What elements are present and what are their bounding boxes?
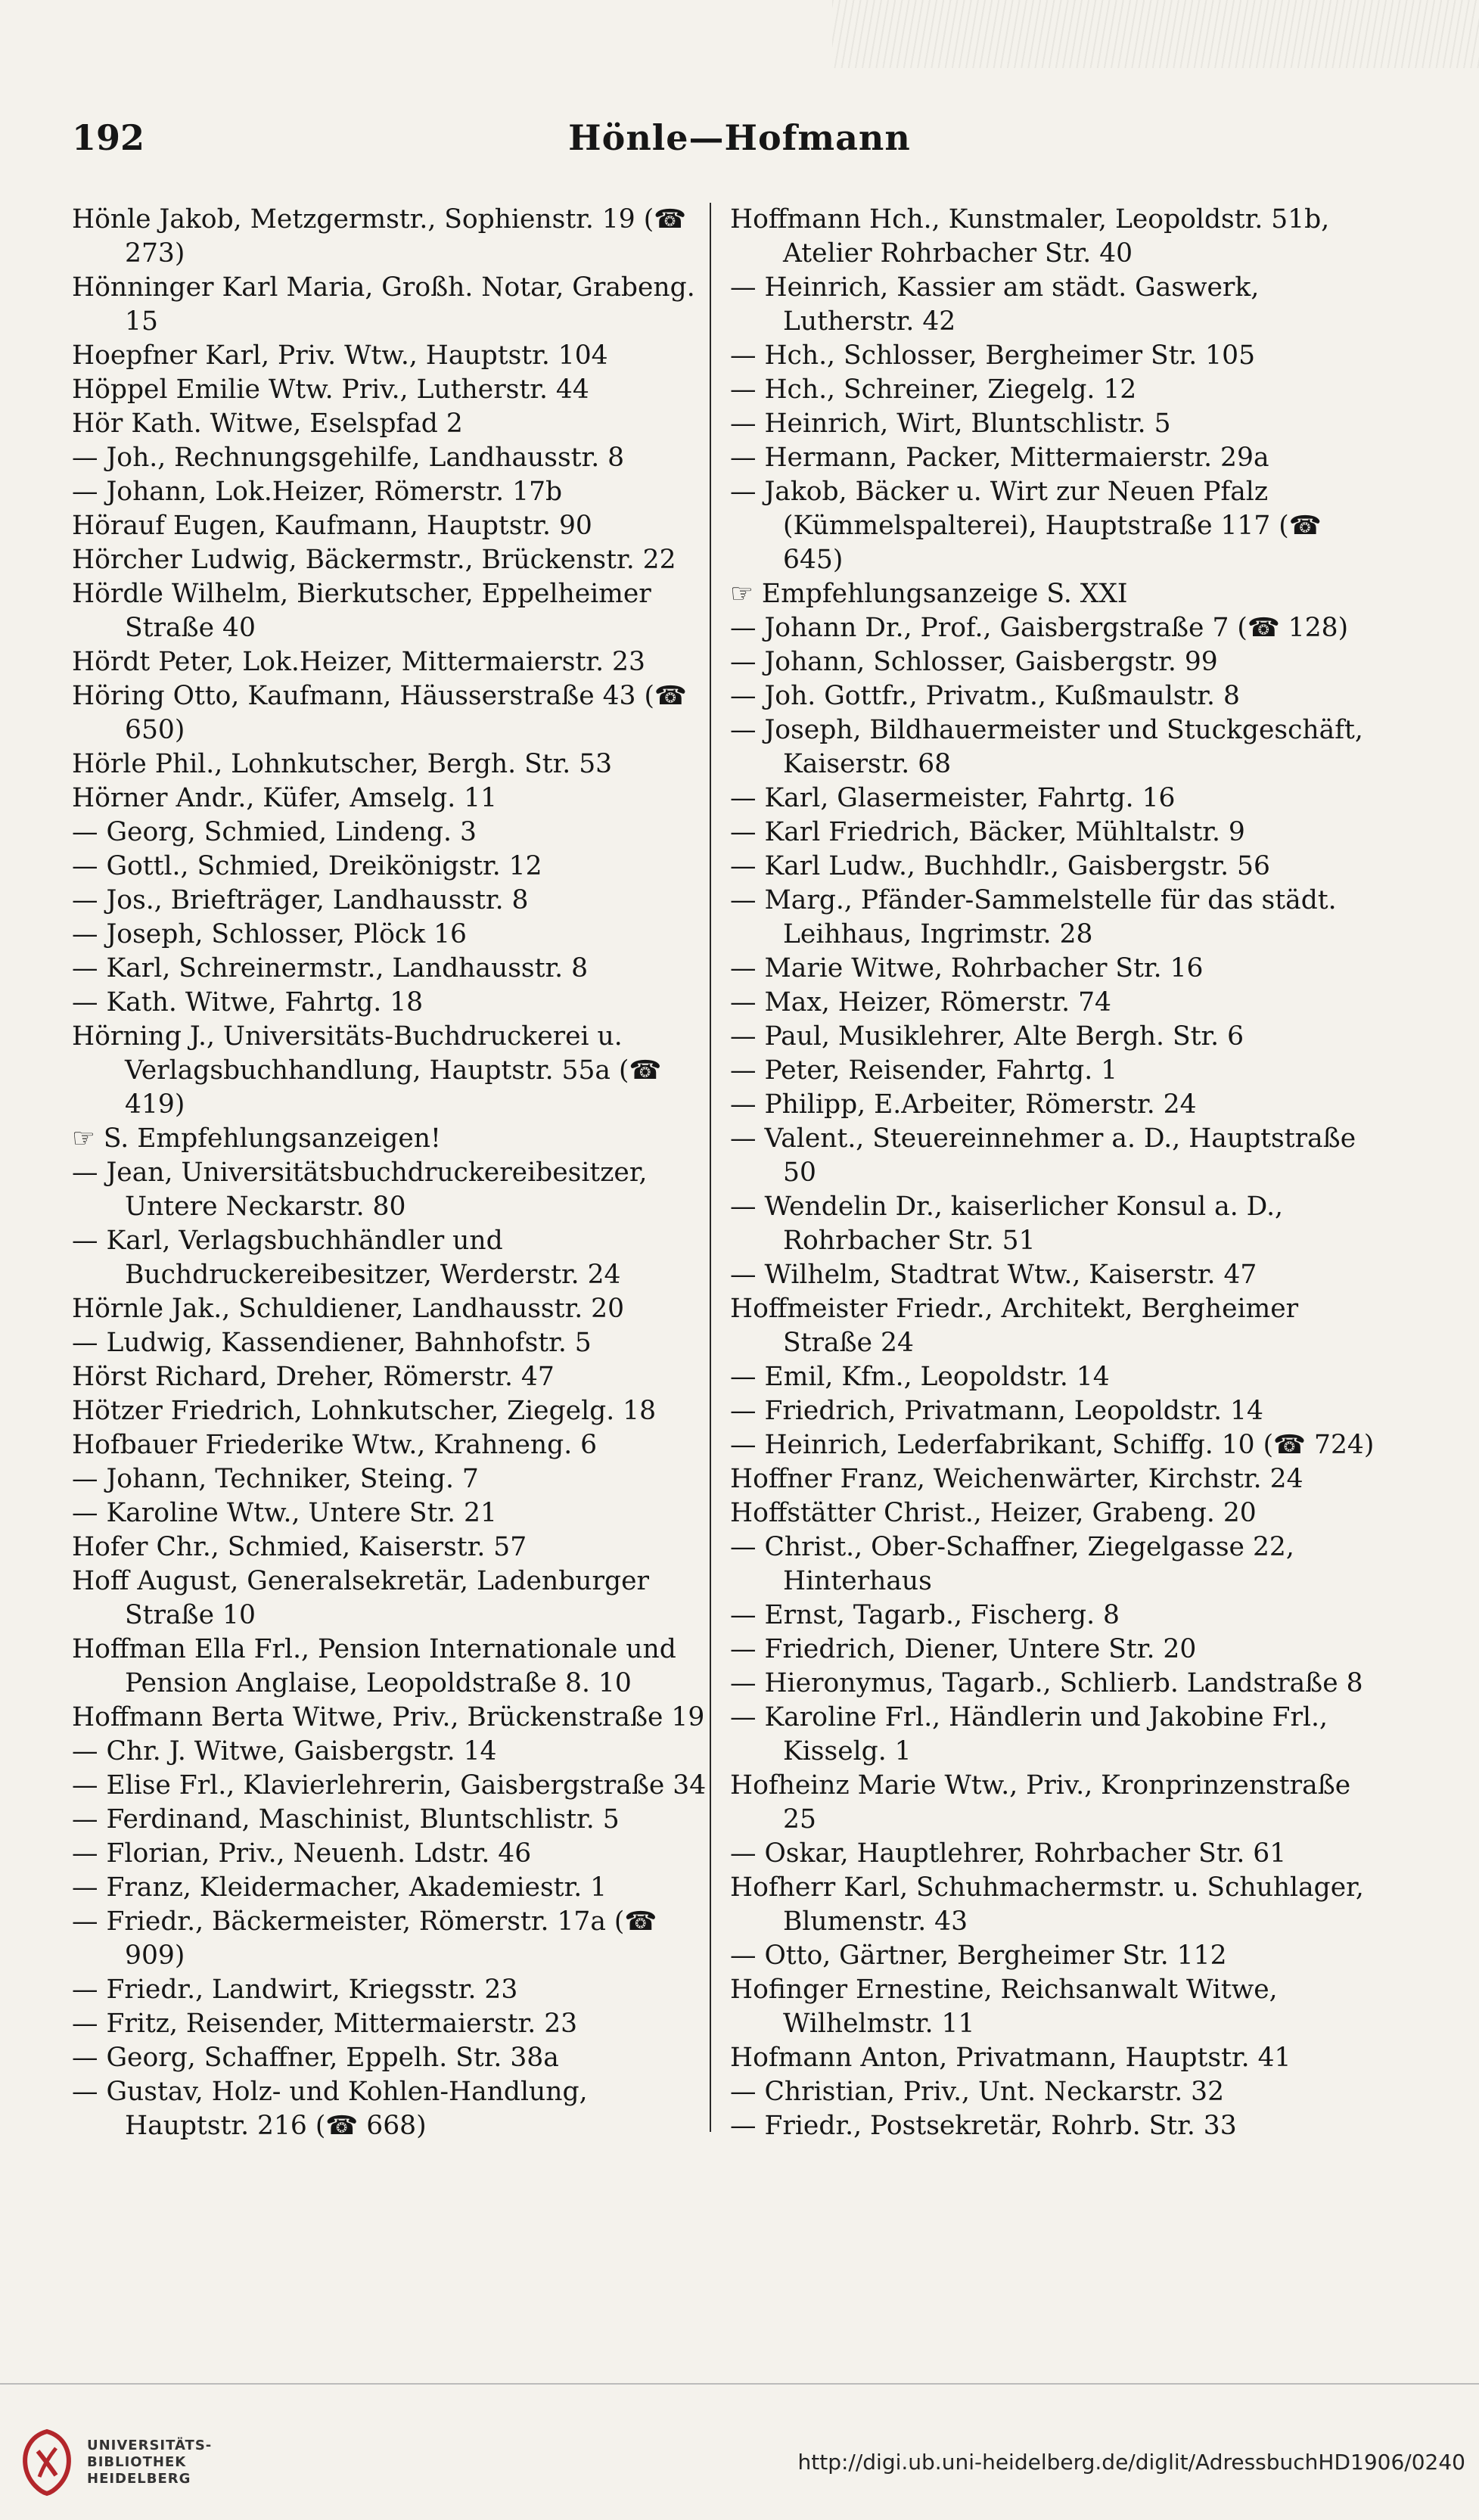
directory-entry: — Ernst, Tagarb., Fischerg. 8 (730, 1600, 1120, 1630)
directory-entry: — Gustav, Holz- und Kohlen-Handlung, Hauptstr. 216 (☎ 668) (72, 2077, 588, 2141)
directory-entry: — Joh., Rechnungsgehilfe, Landhausstr. 8 (72, 443, 625, 473)
directory-entry: Hoff August, Generalsekretär, Ladenburger Straße 10 (72, 1566, 649, 1630)
directory-entry: — Hch., Schreiner, Ziegelg. 12 (730, 374, 1137, 405)
directory-entry: Hoffstätter Christ., Heizer, Grabeng. 20 (730, 1498, 1257, 1528)
directory-entry: — Joseph, Schlosser, Plöck 16 (72, 919, 467, 949)
directory-entry: — Jakob, Bäcker u. Wirt zur Neuen Pfalz (Kümmelspalterei), Hauptstraße 117 (☎ 645) (730, 477, 1322, 575)
directory-entry: — Johann Dr., Prof., Gaisbergstraße 7 (☎ 128) (730, 613, 1349, 643)
library-name-line: BIBLIOTHEK (87, 2454, 187, 2470)
directory-entry: Hoffmeister Friedr., Architekt, Bergheimer Straße 24 (730, 1294, 1299, 1358)
directory-entry: Hoepfner Karl, Priv. Wtw., Hauptstr. 104 (72, 340, 608, 371)
directory-entry: — Gottl., Schmied, Dreikönigstr. 12 (72, 851, 542, 881)
directory-entry: — Karl, Schreinermstr., Landhausstr. 8 (72, 953, 589, 983)
page-number: 192 (72, 117, 145, 158)
directory-entry: — Heinrich, Wirt, Bluntschlistr. 5 (730, 409, 1171, 439)
directory-entry: — Oskar, Hauptlehrer, Rohrbacher Str. 61 (730, 1838, 1287, 1869)
directory-entry: — Friedr., Postsekretär, Rohrb. Str. 33 (730, 2111, 1237, 2141)
directory-entry: — Fritz, Reisender, Mittermaierstr. 23 (72, 2009, 578, 2039)
directory-entry: — Peter, Reisender, Fahrtg. 1 (730, 1055, 1118, 1086)
library-name-line: UNIVERSITÄTS- (87, 2438, 213, 2453)
directory-entry: — Joh. Gottfr., Privatm., Kußmaulstr. 8 (730, 681, 1240, 711)
column-divider (710, 203, 711, 2132)
directory-entry: — Elise Frl., Klavierlehrerin, Gaisbergstraße 34 (72, 1770, 707, 1801)
source-url[interactable]: http://digi.ub.uni-heidelberg.de/diglit/AdressbuchHD1906/0240 (797, 2450, 1465, 2475)
scan-artifact (832, 0, 1479, 68)
directory-entry: — Joseph, Bildhauermeister und Stuckgeschäft, Kaiserstr. 68 (730, 715, 1363, 779)
directory-entry: — Max, Heizer, Römerstr. 74 (730, 987, 1111, 1018)
directory-entry: — Friedr., Landwirt, Kriegsstr. 23 (72, 1975, 518, 2005)
directory-entry: — Karl, Verlagsbuchhändler und Buchdruckereibesitzer, Werderstr. 24 (72, 1226, 621, 1290)
directory-entry: — Georg, Schmied, Lindeng. 3 (72, 817, 477, 847)
directory-entry: — Karoline Wtw., Untere Str. 21 (72, 1498, 497, 1528)
directory-entry: Hoffman Ella Frl., Pension Internationale und Pension Anglaise, Leopoldstraße 8. 10 (72, 1634, 676, 1698)
directory-entry: ☞ Empfehlungsanzeige S. XXI (730, 579, 1128, 609)
directory-entry: — Heinrich, Lederfabrikant, Schiffg. 10 (☎ 724) (730, 1430, 1375, 1460)
directory-entry: Hofherr Karl, Schuhmachermstr. u. Schuhlager, Blumenstr. 43 (730, 1872, 1364, 1937)
directory-entry: — Christian, Priv., Unt. Neckarstr. 32 (730, 2077, 1225, 2107)
directory-entry: Hofheinz Marie Wtw., Priv., Kronprinzenstraße 25 (730, 1770, 1351, 1835)
directory-entry: — Valent., Steuereinnehmer a. D., Hauptstraße 50 (730, 1123, 1356, 1188)
directory-entry: ☞ S. Empfehlungsanzeigen! (72, 1123, 441, 1154)
directory-entry: — Friedrich, Diener, Untere Str. 20 (730, 1634, 1197, 1664)
left-column (72, 203, 707, 2143)
right-column (730, 203, 1381, 2143)
directory-entry: Hörst Richard, Dreher, Römerstr. 47 (72, 1362, 555, 1392)
directory-entry: — Paul, Musiklehrer, Alte Bergh. Str. 6 (730, 1021, 1244, 1052)
directory-entry: — Wilhelm, Stadtrat Wtw., Kaiserstr. 47 (730, 1260, 1257, 1290)
footer-divider (0, 2383, 1479, 2385)
directory-entry: — Karl, Glasermeister, Fahrtg. 16 (730, 783, 1176, 813)
directory-entry: Hörle Phil., Lohnkutscher, Bergh. Str. 53 (72, 749, 613, 779)
directory-entry: — Friedr., Bäckermeister, Römerstr. 17a (☎ 909) (72, 1906, 657, 1971)
directory-entry: Hötzer Friedrich, Lohnkutscher, Ziegelg. 18 (72, 1396, 657, 1426)
directory-entry: — Hieronymus, Tagarb., Schlierb. Landstraße 8 (730, 1668, 1363, 1698)
directory-entry: — Georg, Schaffner, Eppelh. Str. 38a (72, 2043, 559, 2073)
directory-entry: Hörnle Jak., Schuldiener, Landhausstr. 20 (72, 1294, 625, 1324)
directory-entry: — Karl Ludw., Buchhdlr., Gaisbergstr. 56 (730, 851, 1270, 881)
directory-entry: — Friedrich, Privatmann, Leopoldstr. 14 (730, 1396, 1263, 1426)
library-name-line: HEIDELBERG (87, 2471, 191, 2487)
directory-entry: Hoffmann Berta Witwe, Priv., Brückenstraße 19 (72, 1702, 705, 1732)
directory-entry: — Johann, Schlosser, Gaisbergstr. 99 (730, 647, 1218, 677)
directory-entry: — Kath. Witwe, Fahrtg. 18 (72, 987, 424, 1018)
directory-entry: Höring Otto, Kaufmann, Häusserstraße 43 (☎ 650) (72, 681, 687, 745)
library-logo-icon (15, 2428, 79, 2497)
directory-entry: — Karoline Frl., Händlerin und Jakobine Frl., Kisselg. 1 (730, 1702, 1328, 1766)
directory-entry: — Heinrich, Kassier am städt. Gaswerk, Lutherstr. 42 (730, 272, 1260, 337)
directory-entry: — Christ., Ober-Schaffner, Ziegelgasse 22, Hinterhaus (730, 1532, 1294, 1596)
directory-entry: Hör Kath. Witwe, Eselspfad 2 (72, 409, 463, 439)
directory-entry: Hofer Chr., Schmied, Kaiserstr. 57 (72, 1532, 527, 1562)
directory-entry: — Jos., Briefträger, Landhausstr. 8 (72, 885, 529, 915)
directory-entry: Hofmann Anton, Privatmann, Hauptstr. 41 (730, 2043, 1291, 2073)
directory-entry: — Wendelin Dr., kaiserlicher Konsul a. D., Rohrbacher Str. 51 (730, 1192, 1284, 1256)
directory-entry: Hörauf Eugen, Kaufmann, Hauptstr. 90 (72, 511, 592, 541)
directory-entry: Hörning J., Universitäts-Buchdruckerei u. Verlagsbuchhandlung, Hauptstr. 55a (☎ 419) (72, 1021, 662, 1120)
directory-entry: — Hermann, Packer, Mittermaierstr. 29a (730, 443, 1269, 473)
directory-entry: — Florian, Priv., Neuenh. Ldstr. 46 (72, 1838, 532, 1869)
directory-entry: — Karl Friedrich, Bäcker, Mühltalstr. 9 (730, 817, 1245, 847)
directory-entry: — Franz, Kleidermacher, Akademiestr. 1 (72, 1872, 607, 1903)
directory-entry: — Otto, Gärtner, Bergheimer Str. 112 (730, 1940, 1227, 1971)
directory-entry: Hördle Wilhelm, Bierkutscher, Eppelheimer Straße 40 (72, 579, 651, 643)
directory-entry: — Chr. J. Witwe, Gaisbergstr. 14 (72, 1736, 497, 1766)
directory-entry: — Philipp, E.Arbeiter, Römerstr. 24 (730, 1089, 1197, 1120)
library-name (87, 2438, 212, 2487)
directory-entry: — Emil, Kfm., Leopoldstr. 14 (730, 1362, 1110, 1392)
directory-entry: — Johann, Techniker, Steing. 7 (72, 1464, 479, 1494)
directory-entry: Hördt Peter, Lok.Heizer, Mittermaierstr. 23 (72, 647, 645, 677)
directory-entry: Hörcher Ludwig, Bäckermstr., Brückenstr. 22 (72, 545, 676, 575)
directory-entry: Hönle Jakob, Metzgermstr., Sophienstr. 19 (☎ 273) (72, 204, 687, 269)
directory-entry: — Ludwig, Kassendiener, Bahnhofstr. 5 (72, 1328, 592, 1358)
directory-entry: — Hch., Schlosser, Bergheimer Str. 105 (730, 340, 1256, 371)
directory-entry: Hofbauer Friederike Wtw., Krahneng. 6 (72, 1430, 598, 1460)
directory-entry: Hönninger Karl Maria, Großh. Notar, Grabeng. 15 (72, 272, 695, 337)
directory-entry: Hoffmann Hch., Kunstmaler, Leopoldstr. 51b, Atelier Rohrbacher Str. 40 (730, 204, 1330, 269)
directory-entry: Höppel Emilie Wtw. Priv., Lutherstr. 44 (72, 374, 589, 405)
directory-entry: Hoffner Franz, Weichenwärter, Kirchstr. 24 (730, 1464, 1303, 1494)
directory-entry: — Jean, Universitätsbuchdruckereibesitzer, Untere Neckarstr. 80 (72, 1157, 648, 1222)
page-title: Hönle—Hofmann (568, 117, 911, 158)
directory-entry: Hörner Andr., Küfer, Amselg. 11 (72, 783, 498, 813)
directory-entry: — Ferdinand, Maschinist, Bluntschlistr. 5 (72, 1804, 620, 1835)
directory-entry: Hofinger Ernestine, Reichsanwalt Witwe, Wilhelmstr. 11 (730, 1975, 1278, 2039)
directory-entry: — Marie Witwe, Rohrbacher Str. 16 (730, 953, 1204, 983)
directory-entry: — Johann, Lok.Heizer, Römerstr. 17b (72, 477, 563, 507)
directory-entry: — Marg., Pfänder-Sammelstelle für das städt. Leihhaus, Ingrimstr. 28 (730, 885, 1337, 949)
